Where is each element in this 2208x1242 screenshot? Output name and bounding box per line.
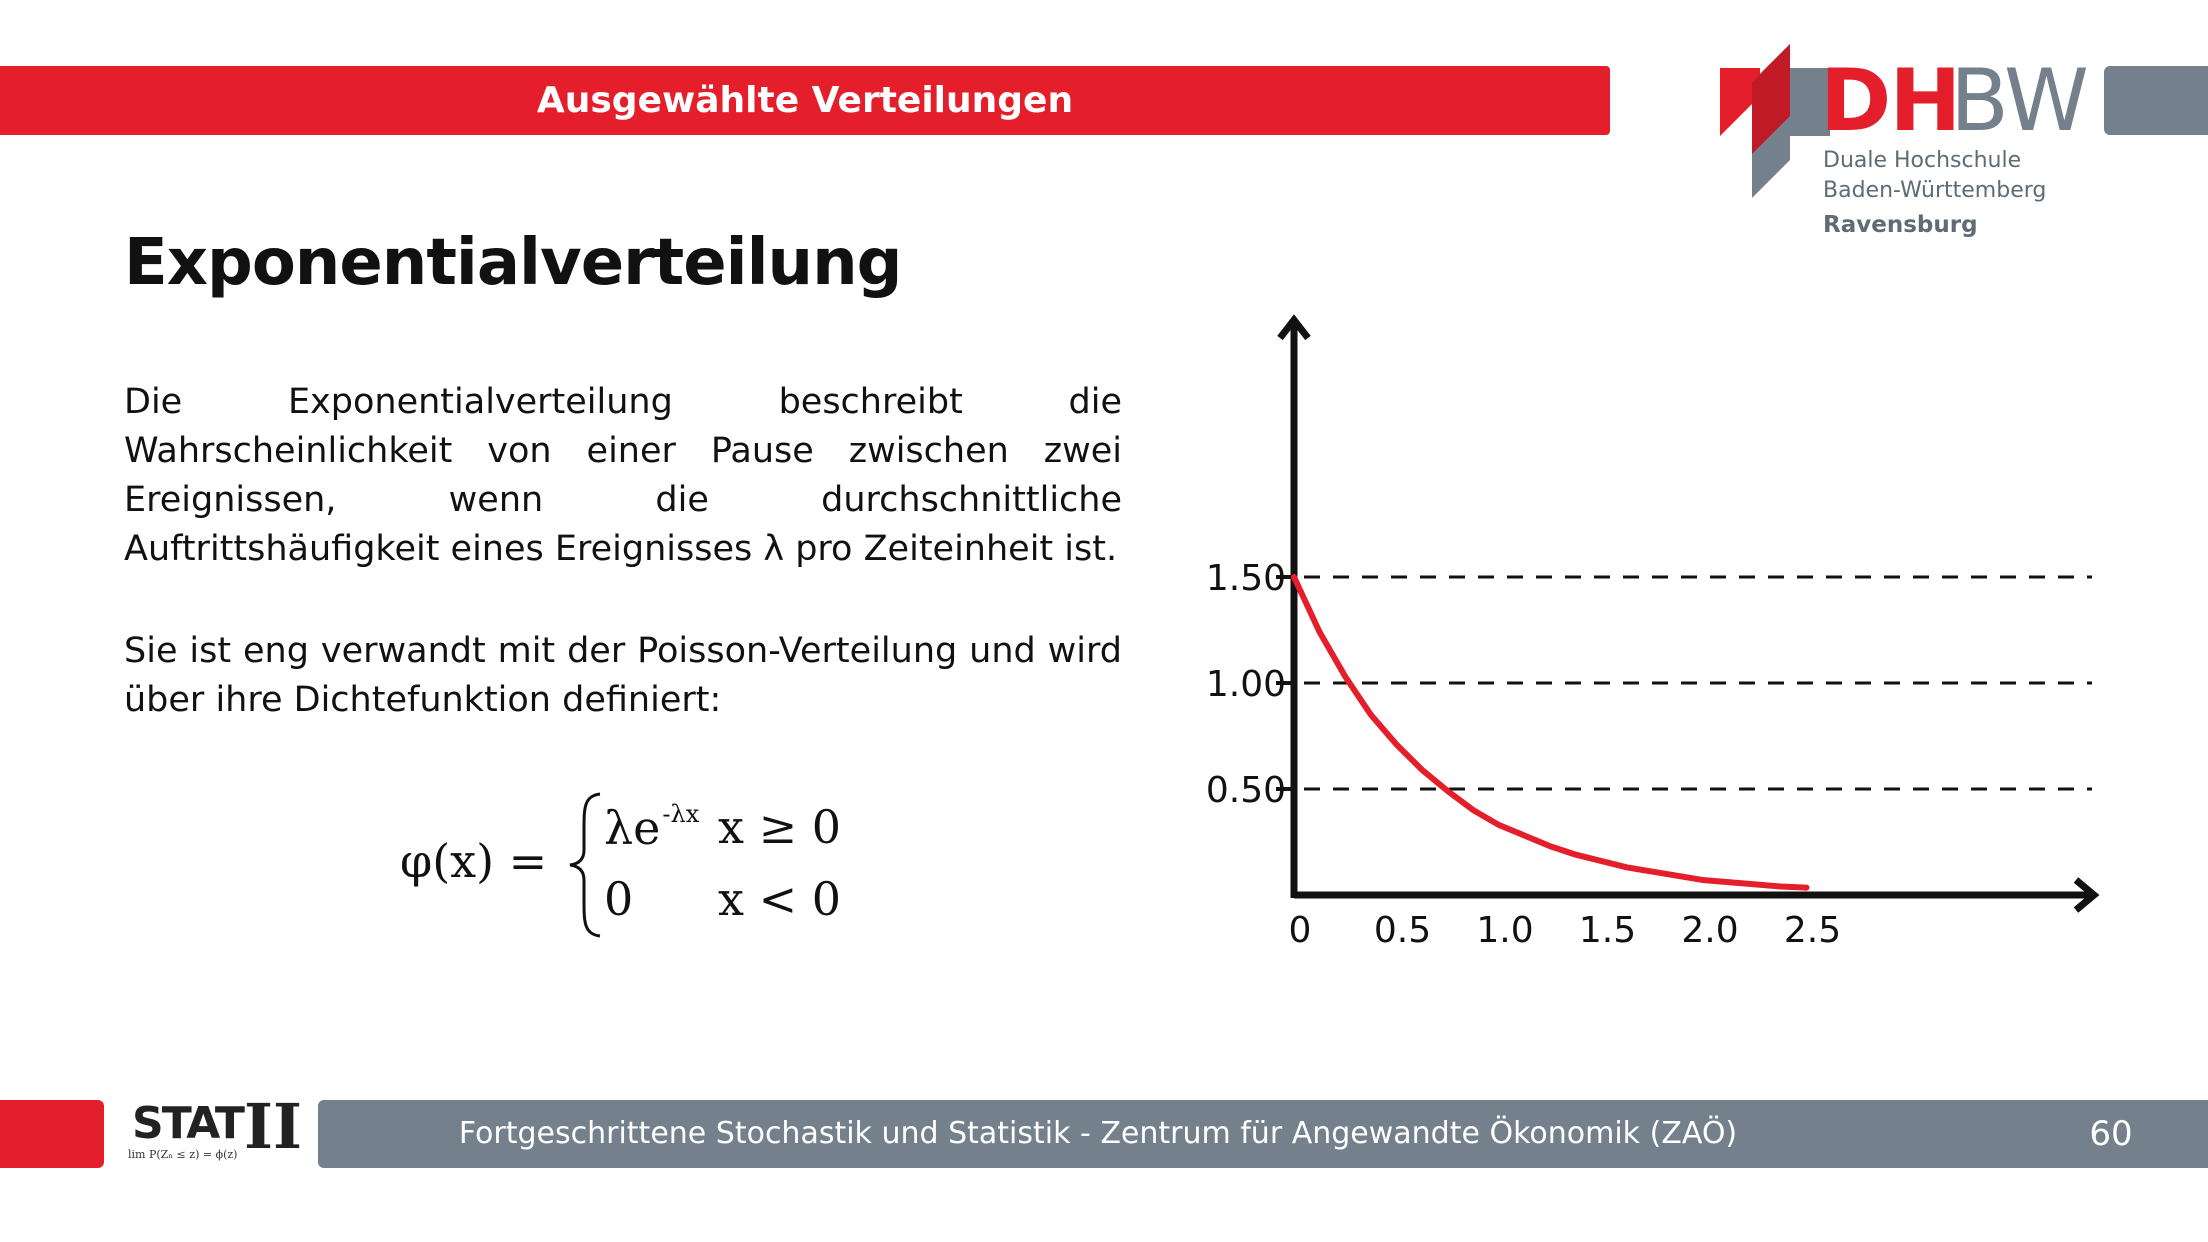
density-curve: [1294, 577, 1807, 888]
logo-dh: DH: [1820, 51, 1960, 151]
stat-logo-formula: lim P(Zₙ ≤ z) = ϕ(z): [128, 1148, 238, 1161]
logo-bw: BW: [1950, 51, 2087, 151]
x-tick-label: 1.0: [1476, 910, 1534, 951]
x-tick-label: 1.5: [1578, 910, 1637, 951]
density-formula: [400, 778, 860, 938]
stat-logo-roman: II: [244, 1090, 303, 1163]
paragraph-poisson: Sie ist eng verwandt mit der Poisson-Verteilung und wird über ihre Dichtefunktion definiert:: [124, 631, 1122, 720]
footer-red-block: [0, 1100, 104, 1168]
header-gray-tab: [2104, 66, 2208, 135]
page-number: 60: [2089, 1114, 2133, 1154]
exponential-density-chart: [1180, 300, 2120, 980]
formula-case2-expr: 0: [604, 872, 634, 926]
paragraph-definition: Die Exponentialverteilung beschreibt die Wahrscheinlichkeit von einer Pause zwischen zwei Ereignissen, wenn die durchschnittliche Auftrittshäufigkeit eines Ereignisses λ pro Zeiteinheit ist.: [124, 382, 1122, 569]
x-tick-label: 2.0: [1681, 910, 1739, 951]
formula-brace: [566, 790, 606, 940]
y-tick-labels: [1206, 558, 1286, 811]
stat-logo-word: STAT: [132, 1098, 243, 1149]
y-tick-label: 1.00: [1205, 664, 1286, 705]
formula-case1-exponent: -λx: [662, 800, 700, 828]
logo-campus: Ravensburg: [1823, 212, 1978, 238]
formula-lhs: φ(x) =: [400, 834, 548, 888]
chart-series: [1294, 577, 1807, 888]
logo-line-2: Baden-Württemberg: [1823, 178, 2047, 203]
footer-course-title: Fortgeschrittene Stochastik und Statistik - Zentrum für Angewandte Ökonomik (ZAÖ): [458, 1116, 1738, 1151]
x-tick-label: 0.5: [1373, 910, 1432, 951]
logo-line-1: Duale Hochschule: [1823, 148, 2022, 173]
chart-axes: [1280, 320, 2094, 910]
y-tick-label: 0.50: [1205, 770, 1286, 811]
x-tick-label: 2.5: [1783, 910, 1842, 951]
x-tick-label: 0: [1288, 910, 1312, 951]
formula-case1-expr: $\lambda e^{-\lambda x}$: [604, 800, 700, 855]
slide-title: Exponentialverteilung: [124, 226, 902, 300]
section-title: Ausgewählte Verteilungen: [536, 80, 1074, 121]
y-tick-label: 1.50: [1205, 558, 1286, 599]
formula-case1-condition: x ≥ 0: [718, 800, 841, 854]
x-tick-labels: [1289, 910, 1842, 951]
chart-grid: [1276, 577, 2092, 789]
formula-case2-condition: x < 0: [718, 872, 841, 926]
